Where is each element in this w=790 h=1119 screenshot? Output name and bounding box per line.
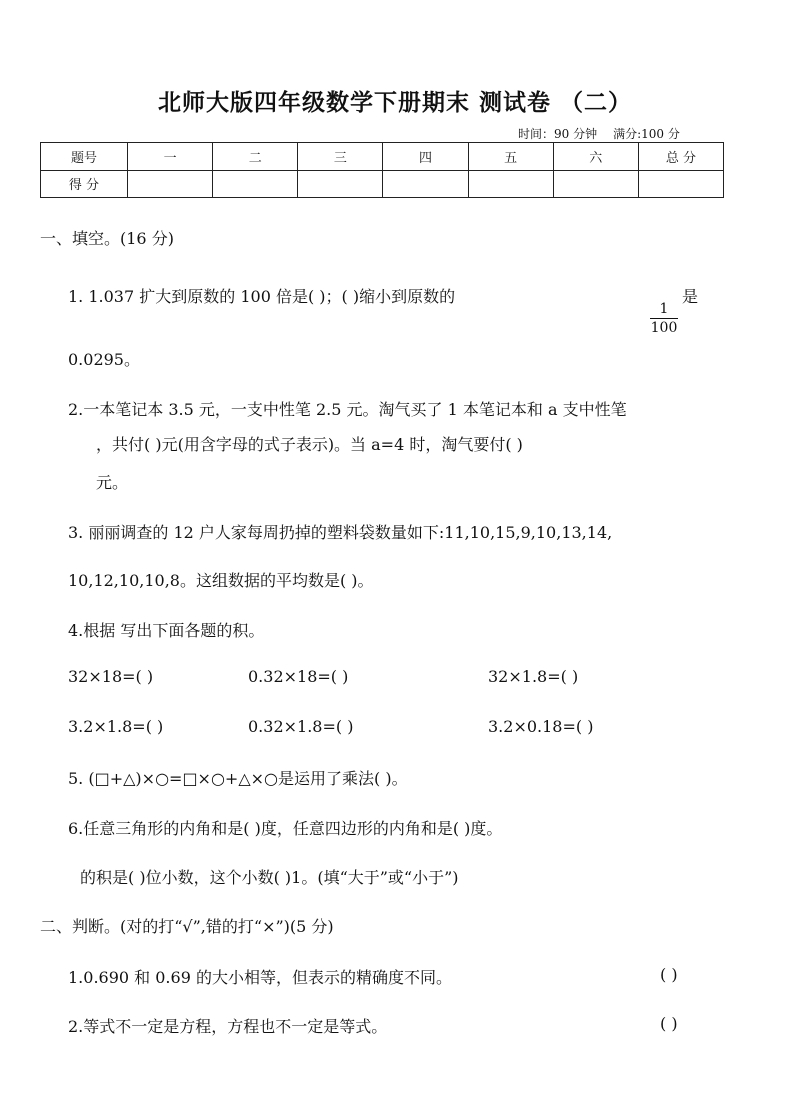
question-3-line2: 10,12,10,10,8。这组数据的平均数是( )。: [68, 571, 374, 590]
question-7: 的积是( )位小数，这个小数( )1。(填“大于”或“小于”): [80, 868, 459, 887]
score-cell: [383, 170, 468, 198]
question-4-item: 3.2×0.18=( ): [488, 717, 594, 736]
section1-heading: 一、填空。(16 分): [40, 229, 174, 248]
question-5: 5. (□+△)×○=□×○+△×○是运用了乘法( )。: [68, 769, 408, 788]
question-2-line1: 2.一本笔记本 3.5 元，一支中性笔 2.5 元。淘气买了 1 本笔记本和 a 支中性笔: [68, 400, 627, 419]
score-cell: [213, 170, 298, 198]
question-4-item: 0.32×1.8=( ): [248, 717, 354, 736]
question-3-line1: 3. 丽丽调查的 12 户人家每周扔掉的塑料袋数量如下:11,10,15,9,10,13,14,: [68, 523, 613, 542]
judge-1-answer-paren: ( ): [660, 965, 678, 984]
question-2-line3: 元。: [96, 473, 129, 492]
question-4-item: 32×18=( ): [68, 667, 154, 686]
judge-1-text: 1.0.690 和 0.69 的大小相等，但表示的精确度不同。: [68, 968, 452, 987]
score-table: [40, 142, 724, 198]
question-4-item: 3.2×1.8=( ): [68, 717, 164, 736]
question-6: 6.任意三角形的内角和是( )度，任意四边形的内角和是( )度。: [68, 819, 503, 838]
fraction-numerator: 1: [650, 300, 678, 319]
score-cell: 二: [213, 143, 298, 171]
question-4-item: 32×1.8=( ): [488, 667, 579, 686]
score-cell: [468, 170, 553, 198]
score-cell: 三: [298, 143, 383, 171]
score-cell: [638, 170, 723, 198]
question-4-heading: 4.根据 写出下面各题的积。: [68, 621, 265, 640]
question-1-text: 1. 1.037 扩大到原数的 100 倍是( )；( )缩小到原数的: [68, 287, 456, 306]
score-cell: 四: [383, 143, 468, 171]
question-1-suffix: 是: [682, 287, 699, 306]
judge-2-text: 2.等式不一定是方程，方程也不一定是等式。: [68, 1017, 388, 1036]
score-cell: 总 分: [638, 143, 723, 171]
score-cell: [128, 170, 213, 198]
exam-full-score: 满分:100 分: [613, 127, 680, 141]
question-4-item: 0.32×18=( ): [248, 667, 349, 686]
question-2-line2: ，共付( )元(用含字母的式子表示)。当 a=4 时，淘气要付( ): [96, 435, 523, 454]
score-cell: [298, 170, 383, 198]
judge-2-answer-paren: ( ): [660, 1014, 678, 1033]
fraction-one-hundredth: [650, 300, 678, 337]
score-table-header-row: [41, 143, 724, 171]
fraction-denominator: 100: [650, 320, 678, 336]
score-table-score-row: [41, 170, 724, 198]
question-1-continuation: 0.0295。: [68, 350, 140, 369]
score-cell: 五: [468, 143, 553, 171]
exam-time: 时间：90 分钟: [518, 127, 598, 141]
score-cell: [553, 170, 638, 198]
score-cell: 一: [128, 143, 213, 171]
score-cell: 六: [553, 143, 638, 171]
exam-meta: [518, 125, 680, 142]
page-title: 北师大版四年级数学下册期末 测试卷 （二）: [157, 90, 632, 116]
score-cell: 得 分: [41, 170, 128, 198]
section2-heading: 二、判断。(对的打“√”,错的打“×”)(5 分): [40, 917, 334, 936]
score-cell: 题号: [41, 143, 128, 171]
